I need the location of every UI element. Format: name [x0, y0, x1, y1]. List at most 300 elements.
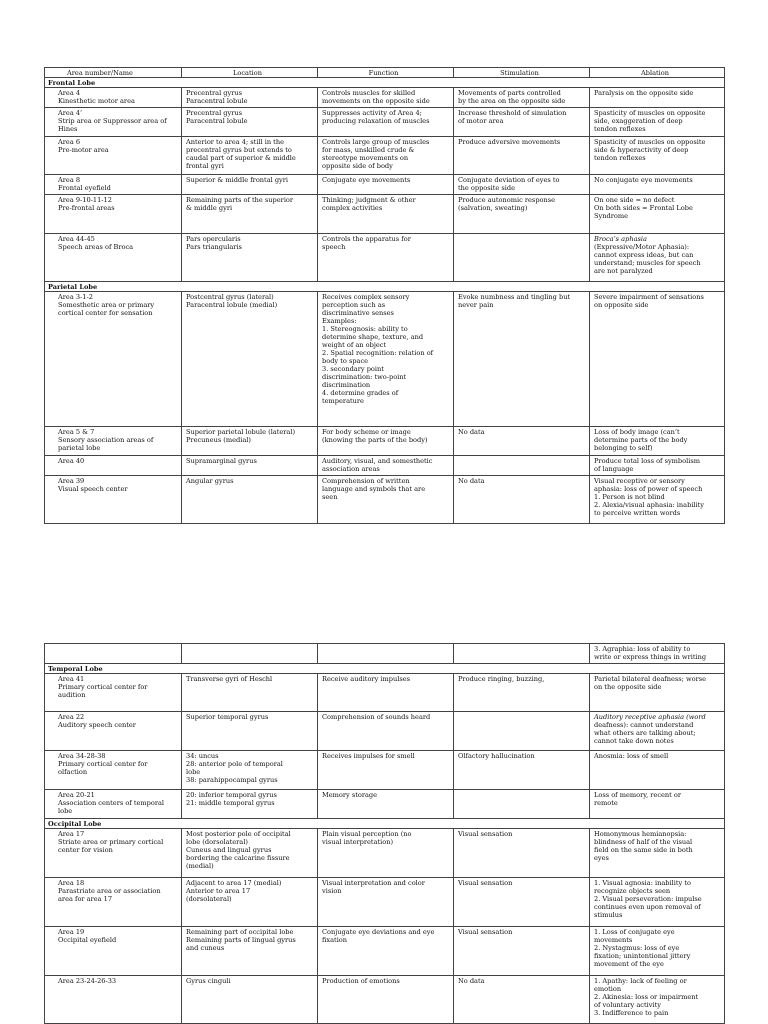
cell-line: Receives complex sensory — [322, 292, 410, 301]
cell-line: Memory storage — [322, 790, 378, 799]
cell-line: Loss of body image (can’t — [594, 427, 680, 436]
cell-line: Kinesthetic motor area — [58, 96, 135, 105]
cell-line: center for vision — [58, 845, 113, 854]
cell-line: Superior temporal gyrus — [186, 712, 269, 721]
cell-line: Superior & middle frontal gyri — [186, 175, 289, 184]
cell-line: movements on the opposite side — [322, 96, 430, 105]
cell-line: Parastriate area or association — [58, 886, 161, 895]
cell-ablation — [590, 878, 725, 927]
cell-line: Suppresses activity of Area 4; — [322, 108, 422, 117]
cell-line: Area 41 — [58, 674, 85, 683]
cell-line: fixation; unintentional jittery — [594, 951, 691, 960]
cell-line: Area 17 — [58, 829, 85, 838]
cell-line: cortical center for sensation — [58, 308, 153, 317]
cell-line: Produce autonomic response — [458, 195, 556, 204]
cell-line: 2. Spatial recognition: relation of — [322, 348, 434, 357]
cell-ablation — [590, 88, 725, 108]
cell-line: Speech areas of Broca — [58, 242, 134, 251]
cell-ablation — [590, 790, 725, 819]
cell-line: opposite side of body — [322, 161, 393, 170]
cell-line: Area 19 — [58, 927, 85, 936]
cell-line: field on the same side in both — [594, 845, 693, 854]
header-location: Location — [182, 68, 318, 78]
cell-function — [318, 292, 454, 427]
cell-line: 2. Visual perseveration: impulse — [594, 894, 702, 903]
cell-line: Pars opercularis — [186, 234, 241, 243]
cell-area — [45, 829, 182, 878]
cell-line: Auditory receptive aphasia (word — [594, 712, 706, 721]
cell-line: Area 20-21 — [58, 790, 95, 799]
cell-line: Comprehension of written — [322, 476, 410, 485]
cell-location — [182, 790, 318, 819]
lobe-section-row — [45, 282, 725, 292]
table-row — [45, 137, 725, 175]
cell-line: movements — [594, 935, 633, 944]
cell-line: Receives impulses for smell — [322, 751, 415, 760]
cell-function — [318, 88, 454, 108]
cell-line: fixation — [322, 935, 348, 944]
cell-area — [45, 790, 182, 819]
cell-line: recognize objects seen — [594, 886, 671, 895]
cell-line: Gyrus cinguli — [186, 976, 231, 985]
header-row — [45, 68, 725, 78]
cell-ablation — [590, 829, 725, 878]
cell-area — [45, 427, 182, 456]
cell-line: Occipital eyefield — [58, 935, 117, 944]
cell-line: 2. Alexia/visual aphasia: inability — [594, 500, 705, 509]
cell-line: Production of emotions — [322, 976, 400, 985]
cell-line: on opposite side — [594, 300, 649, 309]
lobe-section-row — [45, 819, 725, 829]
cell-ablation — [590, 137, 725, 175]
cell-line: Visual sensation — [458, 829, 513, 838]
lobe-section-row — [45, 664, 725, 674]
cell-line: 3. Indifference to pain — [594, 1008, 669, 1017]
cell-location — [182, 456, 318, 476]
cell-location — [182, 137, 318, 175]
cell-area — [45, 456, 182, 476]
cell-line: discrimination: two-point — [322, 372, 407, 381]
cell-line: Receive auditory impulses — [322, 674, 411, 683]
table-row — [45, 456, 725, 476]
cell-line: lobe (dorsolateral) — [186, 837, 248, 846]
cell-ablation — [590, 427, 725, 456]
cell-line: Most posterior pole of occipital — [186, 829, 291, 838]
cell-location — [182, 88, 318, 108]
cell-line: Olfactory hallucination — [458, 751, 535, 760]
header-stimulation: Stimulation — [454, 68, 590, 78]
cell-location — [182, 829, 318, 878]
cell-location — [182, 175, 318, 195]
cell-line: movement of the eye — [594, 959, 664, 968]
cell-line: Conjugate deviation of eyes to — [458, 175, 560, 184]
cell-location — [182, 644, 318, 664]
cell-line: caudal part of superior & middle — [186, 153, 296, 162]
cell-line: visual interpretation) — [322, 837, 394, 846]
cell-line: by the area on the opposite side — [458, 96, 566, 105]
cell-line: Area 44-45 — [58, 234, 95, 243]
cell-stimulation — [454, 751, 590, 790]
cell-line: Cuneus and lingual gyrus — [186, 845, 272, 854]
cell-line: determine shape, texture, and — [322, 332, 424, 341]
cell-line: 34: uncus — [186, 751, 219, 760]
cell-line: stereotype movements on — [322, 153, 409, 162]
cell-line: aphasia: loss of power of speech — [594, 484, 703, 493]
cell-ablation — [590, 234, 725, 282]
cell-stimulation — [454, 234, 590, 282]
cell-line: Precentral gyrus — [186, 108, 242, 117]
cell-line: Frontal eyefield — [58, 183, 111, 192]
cell-line: Postcentral gyrus (lateral) — [186, 292, 274, 301]
cell-line: Primary cortical center for — [58, 759, 148, 768]
table-row — [45, 292, 725, 427]
cell-line: Pre-motor area — [58, 145, 109, 154]
cell-line: emotion — [594, 984, 622, 993]
cell-line: Transverse gyri of Heschl — [186, 674, 273, 683]
cell-line: 3. Agraphia: loss of ability to — [594, 644, 691, 653]
cell-line: Adjacent to area 17 (medial) — [186, 878, 282, 887]
neuro-table-part-1 — [44, 67, 725, 524]
cell-line: cannot express ideas, but can — [594, 250, 694, 259]
cell-line: temperature — [322, 397, 364, 405]
cell-line: For body scheme or image — [322, 427, 411, 436]
cell-line: Area 3-1-2 — [58, 292, 93, 301]
table-row — [45, 976, 725, 1024]
cell-function — [318, 427, 454, 456]
cell-line: No data — [458, 427, 485, 436]
table-row — [45, 751, 725, 790]
cell-line: stimulus — [594, 910, 623, 919]
lobe-label: Temporal Lobe — [45, 664, 725, 674]
cell-line: Anterior to area 17 — [186, 886, 251, 895]
cell-line: Spasticity of muscles on opposite — [594, 108, 706, 117]
cell-line: tendon reflexes — [594, 153, 646, 162]
cell-line: Controls the apparatus for — [322, 234, 411, 243]
cell-line: parietal lobe — [58, 443, 101, 452]
cell-line: 4. determine grades of — [322, 388, 399, 397]
cell-function — [318, 712, 454, 751]
cell-ablation — [590, 976, 725, 1024]
cell-line: discrimination — [322, 380, 371, 389]
cell-function — [318, 790, 454, 819]
cell-line: Remaining part of occipital lobe — [186, 927, 294, 936]
cell-line: Homonymous hemianopsia: — [594, 829, 687, 838]
cell-stimulation — [454, 674, 590, 712]
cell-function — [318, 137, 454, 175]
cell-function — [318, 976, 454, 1024]
cell-line: On one side = no defect — [594, 195, 675, 204]
cell-stimulation — [454, 427, 590, 456]
cell-line: Hines — [58, 124, 78, 133]
cell-line: weight of an object — [322, 340, 387, 349]
cell-line: vision — [322, 886, 342, 895]
cell-line: cannot take down notes — [594, 736, 674, 745]
cell-area — [45, 234, 182, 282]
cell-line: Controls large group of muscles — [322, 137, 430, 146]
cell-line: determine parts of the body — [594, 435, 688, 444]
cell-stimulation — [454, 790, 590, 819]
cell-line: Primary cortical center for — [58, 682, 148, 691]
cell-line: remote — [594, 798, 618, 807]
cell-ablation — [590, 456, 725, 476]
cell-line: producing relaxation of muscles — [322, 116, 430, 125]
table-row — [45, 674, 725, 712]
cell-line: language and symbols that are — [322, 484, 426, 493]
cell-ablation — [590, 175, 725, 195]
cell-area — [45, 674, 182, 712]
cell-line: complex activities — [322, 203, 383, 212]
cell-stimulation — [454, 878, 590, 927]
cell-line: for mass, unskilled crude & — [322, 145, 415, 154]
cell-location — [182, 427, 318, 456]
table-row — [45, 108, 725, 137]
cell-location — [182, 976, 318, 1024]
cell-area — [45, 137, 182, 175]
cell-line: Area 40 — [58, 456, 85, 465]
cell-area — [45, 108, 182, 137]
header-ablation: Ablation — [590, 68, 725, 78]
cell-line: (salvation, sweating) — [458, 203, 528, 212]
cell-area — [45, 976, 182, 1024]
table-row — [45, 712, 725, 751]
cell-line: discriminative senses — [322, 308, 394, 317]
cell-stimulation — [454, 644, 590, 664]
cell-stimulation — [454, 976, 590, 1024]
cell-line: 1. Person is not blind — [594, 492, 665, 501]
cell-function — [318, 476, 454, 524]
cell-line: 1. Visual agnosia: inability to — [594, 878, 691, 887]
cell-line: Pre-frontal areas — [58, 203, 115, 212]
cell-line: Area 39 — [58, 476, 85, 485]
cell-stimulation — [454, 137, 590, 175]
cell-line: body to space — [322, 356, 369, 365]
cell-area — [45, 644, 182, 664]
cell-location — [182, 108, 318, 137]
cell-line: Remaining parts of the superior — [186, 195, 294, 204]
cell-location — [182, 927, 318, 976]
table-row — [45, 88, 725, 108]
cell-line: of motor area — [458, 116, 504, 125]
cell-line: 1. Apathy: lack of feeling or — [594, 976, 687, 985]
cell-stimulation — [454, 927, 590, 976]
table-row — [45, 829, 725, 878]
cell-line: & middle gyri — [186, 203, 233, 212]
cell-stimulation — [454, 292, 590, 427]
cell-line: understand; muscles for speech — [594, 258, 701, 267]
cell-line: Visual speech center — [58, 484, 128, 493]
cell-function — [318, 108, 454, 137]
cell-line: Superior parietal lobule (lateral) — [186, 427, 296, 436]
table-row — [45, 644, 725, 664]
cell-line: (dorsolateral) — [186, 894, 232, 903]
cell-line: belonging to self) — [594, 443, 653, 452]
cell-line: (Expressive/Motor Aphasia): — [594, 242, 690, 251]
cell-line: of language — [594, 464, 634, 473]
cell-function — [318, 234, 454, 282]
cell-line: the opposite side — [458, 183, 516, 192]
cell-line: Increase threshold of simulation — [458, 108, 567, 117]
table-row — [45, 927, 725, 976]
cell-area — [45, 175, 182, 195]
cell-line: Striate area or primary cortical — [58, 837, 164, 846]
cell-line: Paralysis on the opposite side — [594, 88, 694, 97]
cell-line: frontal gyri — [186, 161, 224, 170]
cell-line: side & hyperactivity of deep — [594, 145, 689, 154]
cell-ablation — [590, 674, 725, 712]
cell-line: On both sides = Frontal Lobe — [594, 203, 693, 212]
cell-line: Evoke numbness and tingling but — [458, 292, 571, 301]
cell-line: No data — [458, 976, 485, 985]
cell-line: Somesthetic area or primary — [58, 300, 155, 309]
table-row — [45, 195, 725, 234]
cell-line: Thinking; judgment & other — [322, 195, 416, 204]
cell-line: 1. Loss of conjugate eye — [594, 927, 675, 936]
cell-stimulation — [454, 712, 590, 751]
lobe-label: Frontal Lobe — [45, 78, 725, 88]
cell-line: Association centers of temporal — [58, 798, 165, 807]
cell-line: No conjugate eye movements — [594, 175, 693, 184]
cell-function — [318, 878, 454, 927]
cell-line: perception such as — [322, 300, 386, 309]
table-row — [45, 234, 725, 282]
cell-line: Paracentral lobule — [186, 116, 248, 125]
cell-function — [318, 829, 454, 878]
cell-line: Severe impairment of sensations — [594, 292, 704, 301]
cell-line: Syndrome — [594, 211, 628, 220]
table-body — [45, 78, 725, 524]
cell-line: 3. secondary point — [322, 364, 384, 373]
cell-line: are not paralyzed — [594, 266, 653, 275]
cell-line: Anosmia: loss of smell — [594, 751, 669, 760]
table-row — [45, 427, 725, 456]
cell-line: deafness): cannot understand — [594, 720, 694, 729]
cell-line: olfaction — [58, 767, 88, 776]
cell-line: (medial) — [186, 861, 214, 870]
cell-line: never pain — [458, 300, 494, 309]
cell-line: Broca’s aphasia — [594, 234, 647, 243]
lobe-section-row — [45, 78, 725, 88]
cell-location — [182, 195, 318, 234]
cell-line: write or express things in writing — [594, 652, 707, 661]
cell-line: Visual interpretation and color — [322, 878, 425, 887]
cell-line: lobe — [58, 806, 73, 815]
cell-stimulation — [454, 456, 590, 476]
cell-line: Sensory association areas of — [58, 435, 154, 444]
cell-line: Angular gyrus — [186, 476, 234, 485]
cell-stimulation — [454, 829, 590, 878]
cell-line: Area 6 — [58, 137, 81, 146]
cell-line: Area 23-24-26-33 — [58, 976, 117, 985]
cell-line: Produce adversive movements — [458, 137, 561, 146]
table-row — [45, 790, 725, 819]
cell-ablation — [590, 108, 725, 137]
cell-line: 1. Stereognosis: ability to — [322, 324, 408, 333]
cell-ablation — [590, 927, 725, 976]
cell-location — [182, 674, 318, 712]
cell-line: 21: middle temporal gyrus — [186, 798, 275, 807]
cell-line: Auditory, visual, and somesthetic — [322, 456, 433, 465]
cell-ablation — [590, 712, 725, 751]
cell-line: Produce total loss of symbolism — [594, 456, 700, 465]
cell-line: Paracentral lobule (medial) — [186, 300, 278, 309]
cell-ablation — [590, 292, 725, 427]
cell-location — [182, 292, 318, 427]
cell-function — [318, 195, 454, 234]
cell-line: Comprehension of sounds heard — [322, 712, 431, 721]
cell-line: Controls muscles for skilled — [322, 88, 416, 97]
cell-line: association areas — [322, 464, 380, 473]
cell-area — [45, 88, 182, 108]
cell-line: Plain visual perception (no — [322, 829, 412, 838]
cell-line: Area 34-28-38 — [58, 751, 106, 760]
cell-function — [318, 927, 454, 976]
cell-line: No data — [458, 476, 485, 485]
cell-line: Visual sensation — [458, 927, 513, 936]
cell-line: Parietal bilateral deafness; worse — [594, 674, 707, 683]
table-row — [45, 175, 725, 195]
cell-line: Loss of memory, recent or — [594, 790, 682, 799]
cell-line: Supramarginal gyrus — [186, 456, 257, 465]
cell-stimulation — [454, 195, 590, 234]
cell-line: tendon reflexes — [594, 124, 646, 133]
cell-line: Conjugate eye movements — [322, 175, 411, 184]
cell-line: Anterior to area 4; still in the — [186, 137, 284, 146]
cell-function — [318, 175, 454, 195]
cell-line: 38: parahippocampal gyrus — [186, 775, 278, 784]
cell-line: side, exaggeration of deep — [594, 116, 683, 125]
cell-line: Area 5 & 7 — [58, 427, 95, 436]
cell-line: precentral gyrus but extends to — [186, 145, 292, 154]
cell-stimulation — [454, 175, 590, 195]
cell-function — [318, 751, 454, 790]
cell-line: Area 4’ — [58, 108, 83, 117]
cell-ablation — [590, 476, 725, 524]
cell-location — [182, 712, 318, 751]
cell-line: what others are talking about; — [594, 728, 696, 737]
cell-area — [45, 712, 182, 751]
cell-stimulation — [454, 108, 590, 137]
cell-line: Precentral gyrus — [186, 88, 242, 97]
cell-line: eyes — [594, 853, 609, 862]
cell-line: Visual sensation — [458, 878, 513, 887]
cell-line: 28: anterior pole of temporal — [186, 759, 283, 768]
cell-ablation — [590, 644, 725, 664]
cell-line: of voluntary activity — [594, 1000, 661, 1009]
cell-line: Paracentral lobule — [186, 96, 248, 105]
cell-area — [45, 927, 182, 976]
neuro-table-part-2 — [44, 643, 725, 1024]
header-function: Function — [318, 68, 454, 78]
cell-function — [318, 456, 454, 476]
cell-area — [45, 292, 182, 427]
cell-line: Area 9-10-11-12 — [58, 195, 112, 204]
table-body — [45, 644, 725, 1024]
cell-line: lobe — [186, 767, 201, 776]
cell-line: Movements of parts controlled — [458, 88, 561, 97]
cell-location — [182, 234, 318, 282]
cell-line: Strip area or Suppressor area of — [58, 116, 167, 125]
cell-ablation — [590, 751, 725, 790]
cell-line: 2. Nystagmus: loss of eye — [594, 943, 680, 952]
cell-line: Visual receptive or sensory — [594, 476, 685, 485]
cell-stimulation — [454, 88, 590, 108]
cell-line: Precuneus (medial) — [186, 435, 251, 444]
cell-line: Conjugate eye deviations and eye — [322, 927, 435, 936]
cell-line: 20: inferior temporal gyrus — [186, 790, 277, 799]
cell-location — [182, 878, 318, 927]
cell-location — [182, 476, 318, 524]
cell-line: audition — [58, 690, 86, 699]
